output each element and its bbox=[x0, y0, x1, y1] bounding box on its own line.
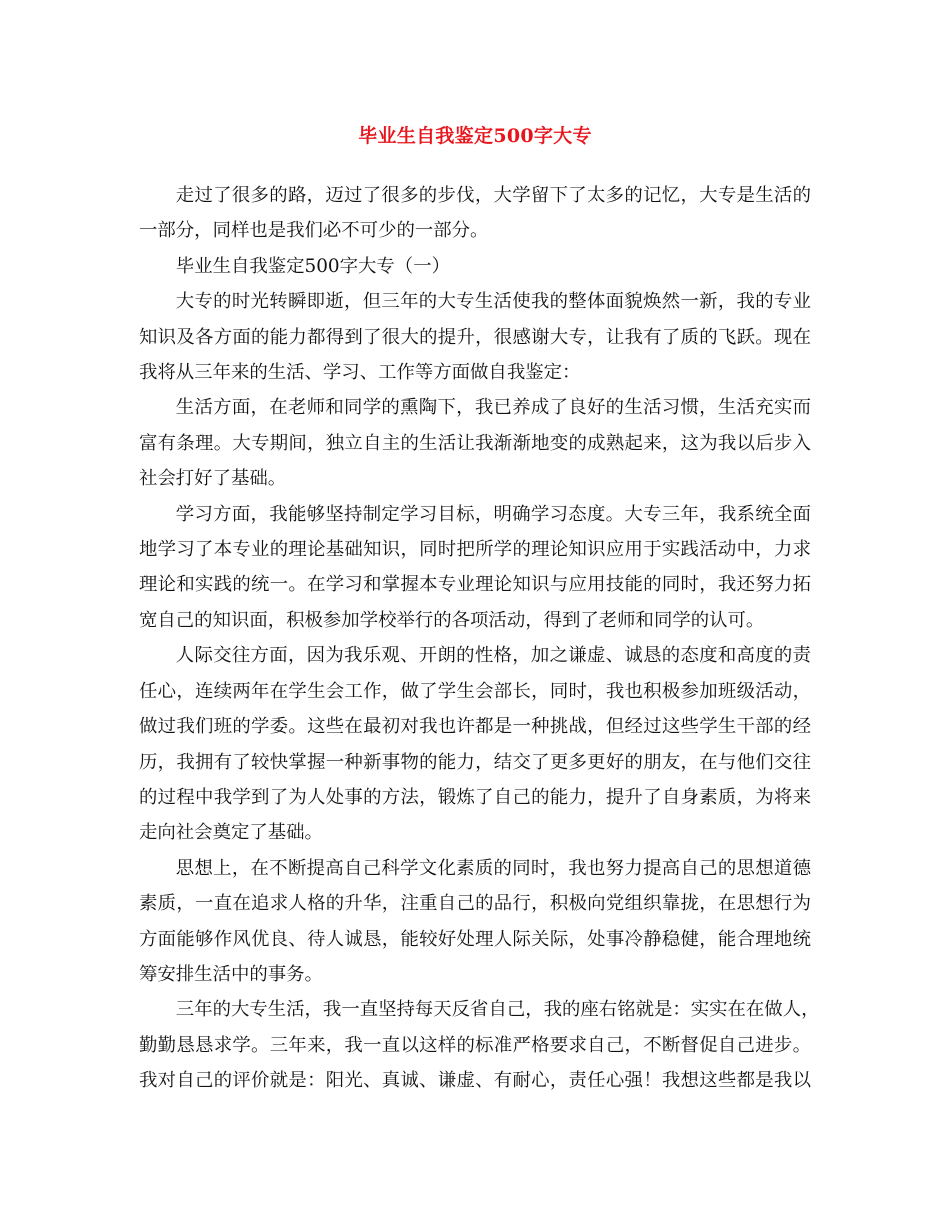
paragraph-line: 走过了很多的路，迈过了很多的步伐，大学留下了太多的记忆，大专是生活的 bbox=[175, 185, 811, 206]
paragraph-line: 思想上，在不断提高自己科学文化素质的同时，我也努力提高自己的思想道德 bbox=[175, 857, 811, 879]
paragraph-line: 我将从三年来的生活、学习、工作等方面做自我鉴定： bbox=[139, 362, 581, 384]
paragraph-intro bbox=[139, 178, 811, 249]
paragraph-line: 一部分，同样也是我们必不可少的一部分。 bbox=[139, 220, 489, 242]
paragraph-line: 做过我们班的学委。这些在最初对我也许都是一种挑战，但经过这些学生干部的经 bbox=[139, 716, 811, 738]
document-body bbox=[139, 178, 820, 1099]
paragraph-line: 生活方面，在老师和同学的熏陶下，我已养成了良好的生活习惯，生活充实而 bbox=[175, 397, 811, 419]
paragraph-p2 bbox=[139, 390, 811, 496]
paragraph-p1 bbox=[139, 284, 811, 390]
paragraph-line: 大专的时光转瞬即逝，但三年的大专生活使我的整体面貌焕然一新，我的专业 bbox=[175, 291, 811, 313]
paragraph-line: 三年的大专生活，我一直坚持每天反省自己，我的座右铭就是：实实在在做人， bbox=[175, 999, 820, 1021]
paragraph-p5 bbox=[139, 851, 811, 993]
paragraph-line: 的过程中我学到了为人处事的方法，锻炼了自己的能力，提升了自身素质，为将来 bbox=[139, 786, 811, 808]
paragraph-line: 我对自己的评价就是：阳光、真诚、谦虚、有耐心，责任心强！我想这些都是我以 bbox=[139, 1070, 811, 1092]
paragraph-line: 理论和实践的统一。在学习和掌握本专业理论知识与应用技能的同时，我还努力拓 bbox=[139, 574, 811, 596]
paragraph-line: 方面能够作风优良、待人诚恳，能较好处理人际关际，处事冷静稳健，能合理地统 bbox=[139, 928, 811, 950]
paragraph-line: 宽自己的知识面，积极参加学校举行的各项活动，得到了老师和同学的认可。 bbox=[139, 609, 765, 631]
paragraph-line: 毕业生自我鉴定500字大专（一） bbox=[175, 255, 450, 277]
paragraph-line: 走向社会奠定了基础。 bbox=[139, 822, 323, 844]
paragraph-p4 bbox=[139, 638, 811, 850]
paragraph-line: 筹安排生活中的事务。 bbox=[139, 963, 323, 985]
paragraph-line: 知识及各方面的能力都得到了很大的提升，很感谢大专，让我有了质的飞跃。现在 bbox=[139, 326, 811, 348]
paragraph-p3 bbox=[139, 497, 811, 639]
paragraph-line: 学习方面，我能够坚持制定学习目标，明确学习态度。大专三年，我系统全面 bbox=[175, 503, 811, 525]
paragraph-line: 富有条理。大专期间，独立自主的生活让我渐渐地变的成熟起来，这为我以后步入 bbox=[139, 432, 811, 454]
paragraph-subtitle bbox=[139, 249, 811, 284]
paragraph-p6 bbox=[139, 992, 820, 1098]
paragraph-line: 素质，一直在追求人格的升华，注重自己的品行，积极向党组织靠拢，在思想行为 bbox=[139, 893, 811, 915]
document-page bbox=[139, 118, 820, 1099]
paragraph-line: 历，我拥有了较快掌握一种新事物的能力，结交了更多更好的朋友，在与他们交往 bbox=[139, 751, 811, 773]
paragraph-line: 任心，连续两年在学生会工作，做了学生会部长，同时，我也积极参加班级活动， bbox=[139, 680, 811, 702]
document-title: 毕业生自我鉴定500字大专 bbox=[358, 125, 592, 147]
paragraph-line: 社会打好了基础。 bbox=[139, 468, 287, 490]
paragraph-line: 地学习了本专业的理论基础知识，同时把所学的理论知识应用于实践活动中，力求 bbox=[139, 539, 811, 561]
paragraph-line: 勤勤恳恳求学。三年来，我一直以这样的标准严格要求自己，不断督促自己进步。 bbox=[139, 1034, 811, 1056]
paragraph-line: 人际交往方面，因为我乐观、开朗的性格，加之谦虚、诚恳的态度和高度的责 bbox=[175, 645, 811, 667]
